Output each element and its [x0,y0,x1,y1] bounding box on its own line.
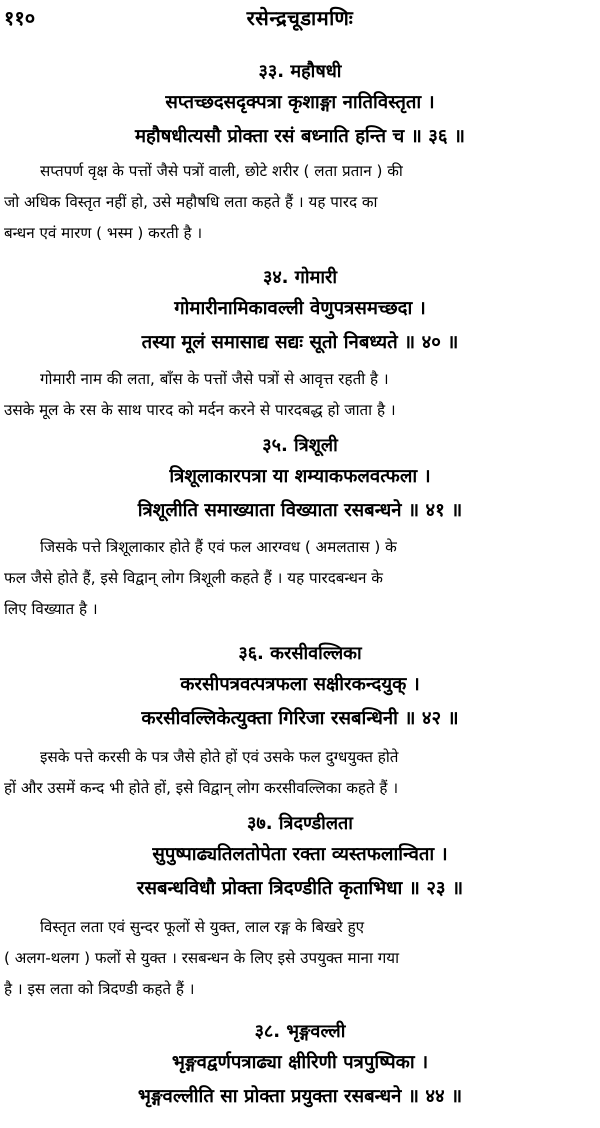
verse-line: करसीवल्लिकेत्युक्ता गिरिजा रसबन्धिनी ॥ ४२ ॥ [141,708,459,729]
section-trishuli [0,432,600,625]
verse-line: त्रिशूलाकारपत्रा या शम्याकफलवत्फला । [169,466,431,487]
verse-line: गोमारीनामिकावल्ली वेणुपत्रसमच्छदा । [174,298,426,319]
commentary [0,156,600,249]
verse-line: रसबन्धविधौ प्रोक्ता त्रिदण्डीति कृताभिधा ॥ २३ ॥ [136,878,464,899]
verse-line: सुपुष्पाढ्यतिलतोपेता रक्ता व्यस्तफलान्विता । [152,844,448,865]
commentary-line: उसके मूल के रस के साथ पारद को मर्दन करने से पारदबद्ध हो जाता है । [4,401,396,419]
commentary [0,912,600,1005]
section-gomari [0,264,600,426]
commentary-line: है । इस लता को त्रिदण्डी कहते हैं । [4,980,195,998]
verse-line: भृङ्गवल्लीति सा प्रोक्ता प्रयुक्ता रसबन्धने ॥ ४४ ॥ [137,1086,463,1107]
section-bhringavalli [0,1018,600,1114]
page-header [0,4,600,34]
commentary-line: सप्तपर्ण वृक्ष के पत्तों जैसे पत्रों वाली, छोटे शरीर ( लता प्रतान ) की [40,162,403,180]
section-tridandilata [0,810,600,1005]
verse-line: करसीपत्रवत्पत्रफला सक्षीरकन्दयुक् । [180,674,420,695]
commentary-line: जिसके पत्ते त्रिशूलाकार होते हैं एवं फल आरग्वध ( अमलतास ) के [40,538,397,556]
section-heading: ३४. गोमारी [262,267,338,288]
commentary-line: हों और उसमें कन्द भी होते हों, इसे विद्वान् लोग करसीवल्लिका कहते हैं । [4,779,399,797]
section-heading: ३६. करसीवल्लिका [238,643,362,664]
section-mahaushadhi [0,58,600,249]
commentary-line: विस्तृत लता एवं सुन्दर फूलों से युक्त, लाल रङ्ग के बिखरे हुए [40,918,365,936]
verse-line: त्रिशूलीति समाख्याता विख्याता रसबन्धने ॥ ४१ ॥ [137,500,463,521]
commentary-line: बन्धन एवं मारण ( भस्म ) करती है । [4,224,203,242]
commentary [0,532,600,625]
book-title: रसेन्द्रचूडामणिः [246,6,354,30]
section-karasivallika [0,640,600,804]
section-heading: ३८. भृङ्गवल्ली [254,1021,346,1042]
section-heading: ३५. त्रिशूली [262,435,338,456]
commentary-line: लिए विख्यात है । [4,600,98,618]
verse-line: तस्या मूलं समासाद्य सद्यः सूतो निबध्यते ॥ ४० ॥ [141,332,459,353]
section-heading: ३७. त्रिदण्डीलता [247,813,353,834]
commentary-line: जो अधिक विस्तृत नहीं हो, उसे महौषधि लता कहते हैं । यह पारद का [4,193,378,211]
verse-line: महौषधीत्यसौ प्रोक्ता रसं बध्नाति हन्ति च ॥ ३६ ॥ [134,126,466,147]
commentary [0,742,600,804]
commentary-line: फल जैसे होते हैं, इसे विद्वान् लोग त्रिशूली कहते हैं । यह पारदबन्धन के [4,569,383,587]
verse-line: सप्तच्छदसदृक्पत्रा कृशाङ्गा नातिविस्तृता । [165,92,435,113]
commentary-line: ( अलग-थलग ) फलों से युक्त । रसबन्धन के लिए इसे उपयुक्त माना गया [4,949,400,967]
page-number: ११० [4,6,36,30]
section-heading: ३३. महौषधी [258,61,342,82]
commentary-line: इसके पत्ते करसी के पत्र जैसे होते हों एवं उसके फल दुग्धयुक्त होते [40,748,399,766]
commentary-line: गोमारी नाम की लता, बाँस के पत्तों जैसे पत्रों से आवृत्त रहती है । [40,370,389,388]
commentary [0,364,600,426]
verse-line: भृङ्गवद्वर्णपत्राढ्या क्षीरिणी पत्रपुष्पिका । [171,1052,429,1073]
